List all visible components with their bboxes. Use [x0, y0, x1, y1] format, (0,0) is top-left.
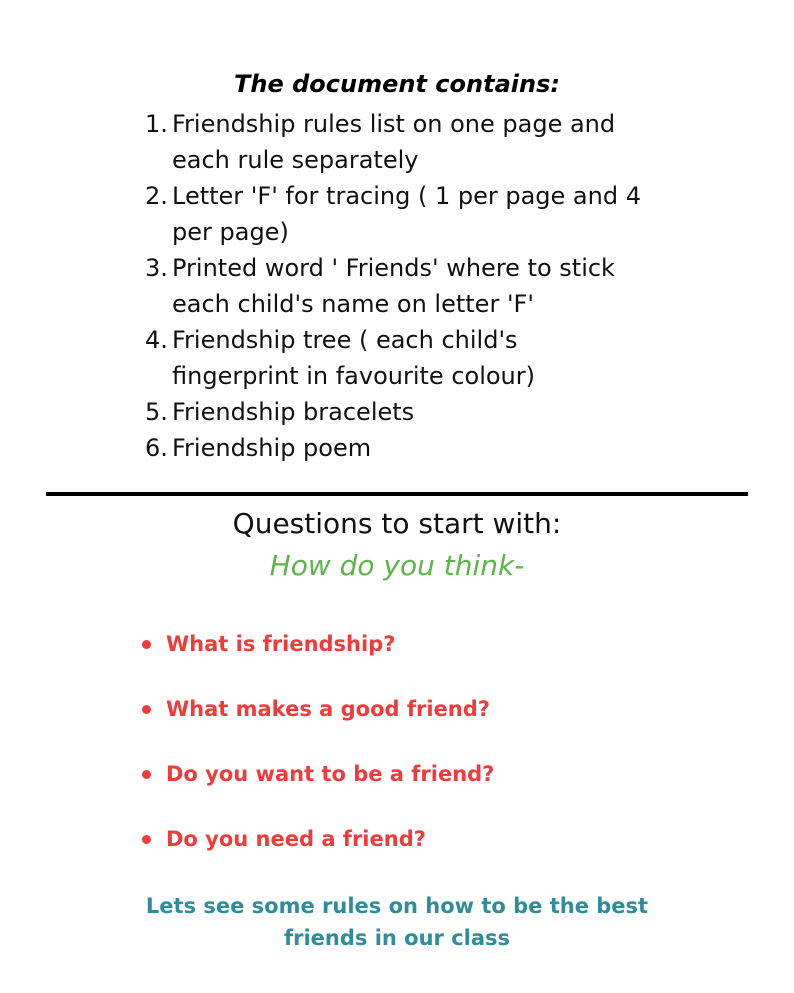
contents-item-number: 4. [145, 326, 168, 354]
questions-subtitle: How do you think- [269, 549, 525, 582]
contents-item-line: each child's name on letter 'F' [172, 290, 534, 318]
contents-item-line: Friendship tree ( each child's [172, 326, 518, 354]
bullet-icon [142, 640, 151, 649]
contents-item-number: 1. [145, 110, 168, 138]
question-item [140, 756, 494, 792]
contents-item [145, 430, 705, 466]
contents-item-line: Friendship poem [172, 434, 372, 462]
contents-item-line: Printed word ' Friends' where to stick [172, 254, 615, 282]
question-item [140, 626, 494, 662]
closing-line: friends in our class [283, 926, 511, 950]
contents-item-line: per page) [172, 218, 289, 246]
bullet-icon [142, 835, 151, 844]
contents-item-number: 2. [145, 182, 168, 210]
contents-item-number: 6. [145, 434, 168, 462]
questions-title: Questions to start with: [232, 507, 562, 540]
contents-item [145, 250, 705, 322]
contents-item-number: 3. [145, 254, 168, 282]
contents-item [145, 178, 705, 250]
contents-item [145, 394, 705, 430]
question-item [140, 691, 494, 727]
contents-item [145, 322, 705, 394]
question-text: Do you need a friend? [166, 827, 426, 851]
contents-item-line: each rule separately [172, 146, 419, 174]
question-item [140, 821, 494, 857]
contents-item-line: Friendship bracelets [172, 398, 415, 426]
closing-line: Lets see some rules on how to be the best [145, 894, 649, 918]
bullet-icon [142, 770, 151, 779]
section-divider [46, 492, 748, 496]
contents-item [145, 106, 705, 178]
questions-list [140, 626, 494, 886]
contents-item-number: 5. [145, 398, 168, 426]
bullet-icon [142, 705, 151, 714]
document-contents-list [145, 106, 705, 466]
closing-message [0, 890, 794, 954]
question-text: What is friendship? [166, 632, 396, 656]
question-text: What makes a good friend? [166, 697, 490, 721]
question-text: Do you want to be a friend? [166, 762, 495, 786]
contents-item-line: fingerprint in favourite colour) [172, 362, 535, 390]
contents-item-line: Letter 'F' for tracing ( 1 per page and 4 [172, 182, 641, 210]
document-contents-heading: The document contains: [234, 70, 560, 98]
contents-item-line: Friendship rules list on one page and [172, 110, 616, 138]
